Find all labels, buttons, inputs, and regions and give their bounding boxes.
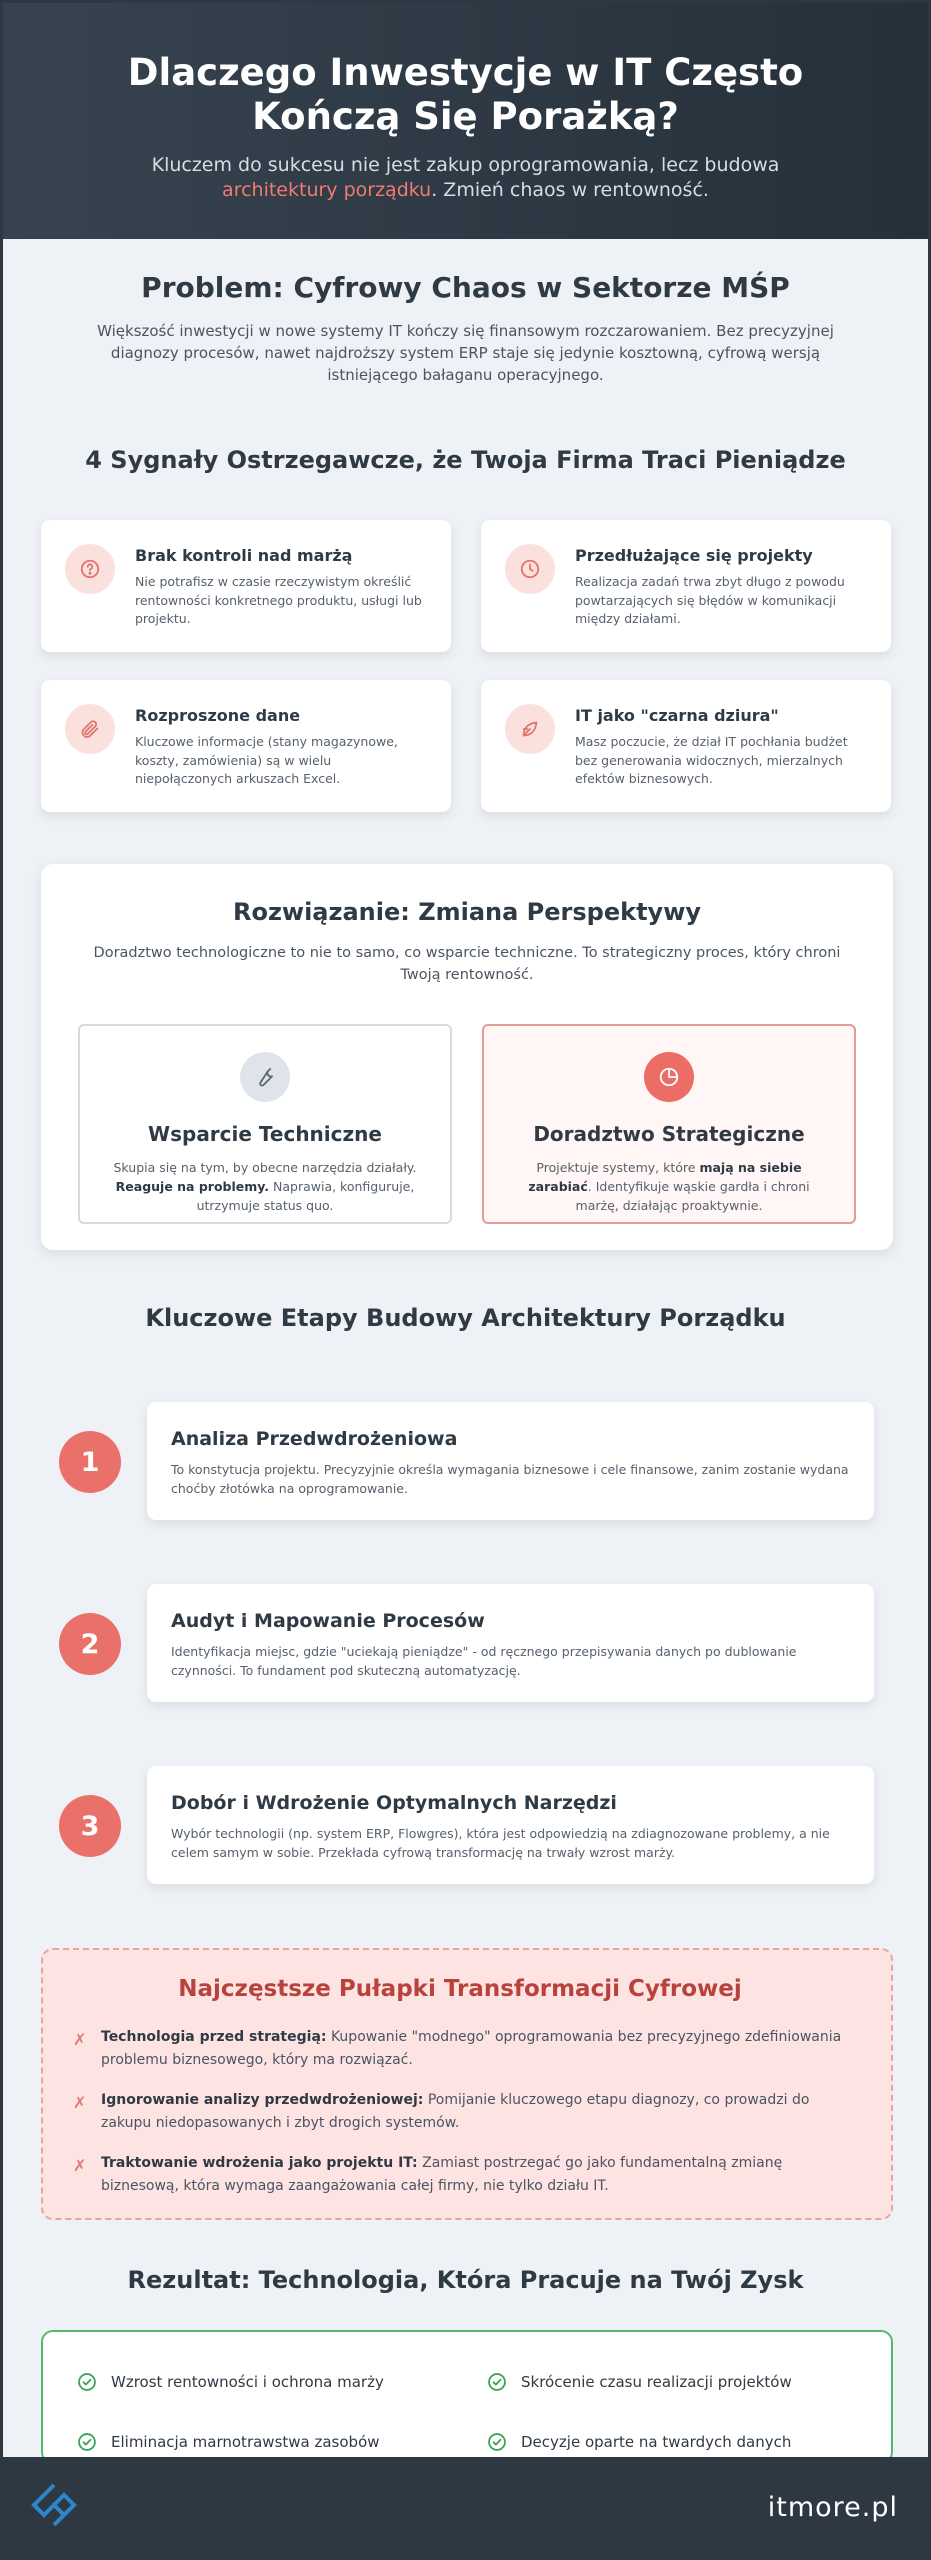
strategy-text-bold: mają na siebie zarabiać	[528, 1160, 802, 1194]
signal-card	[41, 520, 451, 652]
result-text: Skrócenie czasu realizacji projektów	[521, 2373, 792, 2391]
strategy-card	[482, 1024, 856, 1224]
step-item	[3, 1402, 928, 1520]
cross-icon: ✗	[73, 2030, 87, 2049]
strategy-title: Doradztwo Strategiczne	[533, 1122, 805, 1146]
signal-title: Brak kontroli nad marżą	[135, 546, 353, 565]
itmore-logo-icon[interactable]	[29, 2480, 79, 2534]
hero-header	[3, 3, 928, 239]
pitfall-bold: Traktowanie wdrożenia jako projektu IT:	[101, 2155, 418, 2171]
result-text: Wzrost rentowności i ochrona marży	[111, 2373, 384, 2391]
tech-support-text-post: Naprawia, konfiguruje, utrzymuje status quo.	[196, 1179, 415, 1213]
strategy-text-pre: Projektuje systemy, które	[536, 1160, 700, 1175]
tech-support-text-bold: Reaguje na problemy.	[115, 1179, 270, 1194]
check-circle-icon	[487, 2432, 507, 2452]
tech-support-card	[78, 1024, 452, 1224]
step-title: Analiza Przedwdrożeniowa	[171, 1428, 458, 1450]
pie-chart-icon	[644, 1052, 694, 1102]
pitfall-item	[73, 2089, 847, 2135]
step-number: 3	[59, 1795, 121, 1857]
steps-list	[3, 1402, 928, 1884]
pitfall-text	[101, 2089, 847, 2135]
hero-subtitle-pre: Kluczem do sukcesu nie jest zakup oprogramowania, lecz budowa	[151, 154, 780, 176]
solution-text: Doradztwo technologiczne to nie to samo, co wsparcie techniczne. To strategiczny proces, który chroni Twoją rentowność.	[93, 945, 841, 983]
steps-section	[3, 1304, 928, 1884]
paperclip-icon	[65, 704, 115, 754]
hero-subtitle-accent: architektury porządku	[222, 179, 432, 201]
signals-grid	[41, 520, 893, 812]
pitfall-desc: Zamiast postrzegać go jako fundamentalną zmianę biznesową, która wymaga zaangażowania całej firmy, nie tylko działu IT.	[101, 2155, 783, 2194]
signal-card	[481, 680, 891, 812]
pitfalls-title: Najczęstsze Pułapki Transformacji Cyfrowej	[178, 1976, 742, 2002]
result-item	[77, 2362, 487, 2402]
strategy-text	[514, 1158, 824, 1215]
hero-subtitle	[3, 153, 928, 203]
pitfall-desc: Pomijanie kluczowego etapu diagnozy, co prowadzi do zakupu niedopasowanych i zbyt drogich systemów.	[101, 2092, 810, 2131]
hero-subtitle-post: . Zmień chaos w rentowność.	[431, 179, 709, 201]
step-card	[147, 1584, 874, 1702]
signal-card	[481, 520, 891, 652]
check-circle-icon	[77, 2432, 97, 2452]
pitfall-text	[101, 2152, 847, 2198]
step-number: 1	[59, 1431, 121, 1493]
pitfall-item	[73, 2152, 847, 2198]
step-text: To konstytucja projektu. Precyzyjnie określa wymagania biznesowe i cele finansowe, zanim zostanie wydana choćby złotówka na oprogramowanie.	[171, 1462, 849, 1496]
tech-support-text-pre: Skupia się na tym, by obecne narzędzia działały.	[113, 1160, 417, 1175]
problem-section	[3, 271, 928, 386]
pitfall-item	[73, 2026, 847, 2072]
tech-support-text	[110, 1158, 420, 1215]
cross-icon: ✗	[73, 2093, 87, 2112]
signal-title: IT jako "czarna dziura"	[575, 706, 779, 725]
result-text: Decyzje oparte na twardych danych	[521, 2433, 792, 2451]
leaf-icon	[505, 704, 555, 754]
step-item	[3, 1584, 928, 1702]
results-box	[41, 2330, 893, 2464]
signal-text: Realizacja zadań trwa zbyt długo z powodu powtarzających się błędów w komunikacji między działami.	[575, 574, 845, 626]
results-title: Rezultat: Technologia, Która Pracuje na Twój Zysk	[127, 2266, 804, 2294]
step-card	[147, 1402, 874, 1520]
step-title: Audyt i Mapowanie Procesów	[171, 1610, 485, 1632]
signal-card	[41, 680, 451, 812]
result-text: Eliminacja marnotrawstwa zasobów	[111, 2433, 380, 2451]
steps-title: Kluczowe Etapy Budowy Architektury Porządku	[145, 1304, 786, 1332]
step-number: 2	[59, 1613, 121, 1675]
page-title: Dlaczego Inwestycje w IT Często Kończą Się Porażką?	[127, 51, 804, 138]
signal-text: Masz poczucie, że dział IT pochłania budżet bez generowania widocznych, mierzalnych efektów biznesowych.	[575, 734, 848, 786]
pitfalls-list	[73, 2026, 847, 2198]
wrench-icon	[240, 1052, 290, 1102]
solution-section	[41, 864, 893, 1250]
tech-support-title: Wsparcie Techniczne	[148, 1122, 382, 1146]
signals-section	[3, 446, 928, 812]
cross-icon: ✗	[73, 2156, 87, 2175]
signals-title: 4 Sygnały Ostrzegawcze, że Twoja Firma Traci Pieniądze	[85, 446, 846, 474]
pitfalls-section	[41, 1948, 893, 2220]
step-card	[147, 1766, 874, 1884]
solution-title: Rozwiązanie: Zmiana Perspektywy	[232, 898, 702, 926]
signal-text: Kluczowe informacje (stany magazynowe, koszty, zamówienia) są w wielu niepołączonych arkuszach Excel.	[135, 734, 398, 786]
step-title: Dobór i Wdrożenie Optymalnych Narzędzi	[171, 1792, 617, 1814]
signal-title: Przedłużające się projekty	[575, 546, 813, 565]
clock-icon	[505, 544, 555, 594]
strategy-text-post: . Identyfikuje wąskie gardła i chroni marżę, działając proaktywnie.	[575, 1179, 810, 1213]
result-item	[77, 2422, 487, 2462]
pitfall-bold: Technologia przed strategią:	[101, 2029, 327, 2045]
pitfall-desc: Kupowanie "modnego" oprogramowania bez precyzyjnego zdefiniowania problemu biznesowego, który ma rozwiązać.	[101, 2029, 842, 2068]
question-icon	[65, 544, 115, 594]
signal-title: Rozproszone dane	[135, 706, 301, 725]
step-text: Wybór technologii (np. system ERP, Flowgres), która jest odpowiedzią na zdiagnozowane problemy, a nie celem samym w sobie. Przekłada cyfrową transformację na trwały wzrost marży.	[171, 1826, 830, 1860]
pitfall-text	[101, 2026, 847, 2072]
infographic	[3, 3, 928, 2557]
step-text: Identyfikacja miejsc, gdzie "uciekają pieniądze" - od ręcznego przepisywania danych po dublowanie czynności. To fundament pod skuteczną automatyzację.	[171, 1644, 797, 1678]
solution-comparison	[78, 1024, 856, 1224]
signal-text: Nie potrafisz w czasie rzeczywistym określić rentowności konkretnego produktu, usługi lub projektu.	[135, 574, 422, 626]
check-circle-icon	[77, 2372, 97, 2392]
results-section	[3, 2266, 928, 2464]
footer	[3, 2457, 928, 2557]
step-item	[3, 1766, 928, 1884]
result-item	[487, 2422, 887, 2462]
check-circle-icon	[487, 2372, 507, 2392]
result-item	[487, 2362, 887, 2402]
problem-text: Większość inwestycji w nowe systemy IT kończy się finansowym rozczarowaniem. Bez precyzyjnej diagnozy procesów, nawet najdroższy system ERP staje się jedynie kosztowną, cyfrową wersją istniejącego bałaganu operacyjnego.	[97, 322, 834, 384]
problem-title: Problem: Cyfrowy Chaos w Sektorze MŚP	[141, 271, 790, 304]
pitfall-bold: Ignorowanie analizy przedwdrożeniowej:	[101, 2092, 424, 2108]
brand-name[interactable]: itmore.pl	[767, 2491, 898, 2523]
